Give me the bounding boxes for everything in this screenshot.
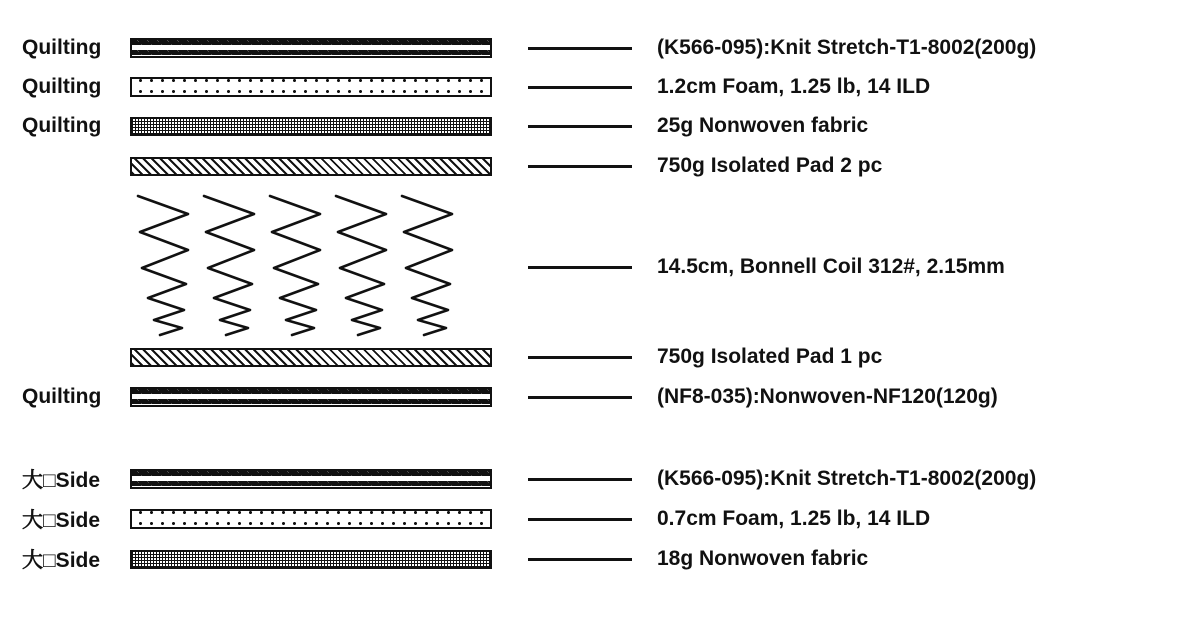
layer-description-3: 25g Nonwoven fabric	[657, 114, 869, 137]
leader-line-5	[528, 266, 632, 269]
layer-description-7: (NF8-035):Nonwoven-NF120(120g)	[657, 385, 998, 408]
leader-line-2	[528, 86, 632, 89]
layer-row-8	[0, 464, 1200, 494]
layer-swatch-slot-3	[130, 117, 502, 136]
layer-swatch-slot-4	[130, 157, 502, 176]
leader-line-4	[528, 165, 632, 168]
layer-left-label-7: Quilting	[22, 385, 102, 408]
layer-left-label-2: Quilting	[22, 75, 102, 98]
layer-swatch-slot-5	[130, 192, 502, 342]
leader-slot-3	[502, 125, 657, 128]
leader-slot-2	[502, 86, 657, 89]
layer-swatch-slot-2	[130, 77, 502, 97]
layer-row-4	[0, 154, 1200, 178]
leader-line-6	[528, 356, 632, 359]
layer-row-10	[0, 544, 1200, 574]
layer-row-3	[0, 114, 1200, 138]
layer-description-10: 18g Nonwoven fabric	[657, 547, 869, 570]
layer-swatch-slot-6	[130, 348, 502, 367]
layer-band-crosshatch-3	[130, 117, 492, 136]
layer-description-2: 1.2cm Foam, 1.25 lb, 14 ILD	[657, 75, 931, 98]
layer-band-diagonal-4	[130, 157, 492, 176]
leader-slot-8	[502, 478, 657, 481]
leader-line-7	[528, 396, 632, 399]
leader-slot-9	[502, 518, 657, 521]
layer-left-label-10: 大□Side	[22, 549, 101, 572]
leader-line-9	[528, 518, 632, 521]
layer-band-zigzag-8	[130, 469, 492, 489]
leader-slot-6	[502, 356, 657, 359]
leader-line-10	[528, 558, 632, 561]
leader-slot-4	[502, 165, 657, 168]
layer-description-1: (K566-095):Knit Stretch-T1-8002(200g)	[657, 36, 1037, 59]
layer-swatch-slot-8	[130, 469, 502, 489]
layer-left-label-9: 大□Side	[22, 509, 101, 532]
layer-band-dotted-2	[130, 77, 492, 97]
layer-swatch-slot-1	[130, 38, 502, 58]
layer-row-6	[0, 345, 1200, 369]
layer-row-9	[0, 504, 1200, 534]
leader-line-8	[528, 478, 632, 481]
layer-left-label-1: Quilting	[22, 36, 102, 59]
layer-description-6: 750g Isolated Pad 1 pc	[657, 345, 883, 368]
bonnell-coil-illustration	[130, 192, 492, 342]
layer-row-1	[0, 36, 1200, 60]
layer-band-crosshatch-10	[130, 550, 492, 569]
layer-row-7	[0, 385, 1200, 409]
layer-swatch-slot-10	[130, 550, 502, 569]
layer-band-zigzag-1	[130, 38, 492, 58]
layer-row-2	[0, 75, 1200, 99]
leader-slot-1	[502, 47, 657, 50]
layer-left-label-8: 大□Side	[22, 469, 101, 492]
layer-band-diagonal-6	[130, 348, 492, 367]
layer-row-5	[0, 192, 1200, 342]
layer-description-9: 0.7cm Foam, 1.25 lb, 14 ILD	[657, 507, 931, 530]
layer-swatch-slot-7	[130, 387, 502, 407]
layer-swatch-slot-9	[130, 509, 502, 529]
layer-description-5: 14.5cm, Bonnell Coil 312#, 2.15mm	[657, 255, 1005, 278]
layer-left-label-3: Quilting	[22, 114, 102, 137]
leader-slot-5	[502, 266, 657, 269]
leader-line-3	[528, 125, 632, 128]
leader-slot-7	[502, 396, 657, 399]
leader-line-1	[528, 47, 632, 50]
layer-description-4: 750g Isolated Pad 2 pc	[657, 154, 883, 177]
layer-band-zigzag-7	[130, 387, 492, 407]
layer-description-8: (K566-095):Knit Stretch-T1-8002(200g)	[657, 467, 1037, 490]
layer-band-dotted-9	[130, 509, 492, 529]
leader-slot-10	[502, 558, 657, 561]
